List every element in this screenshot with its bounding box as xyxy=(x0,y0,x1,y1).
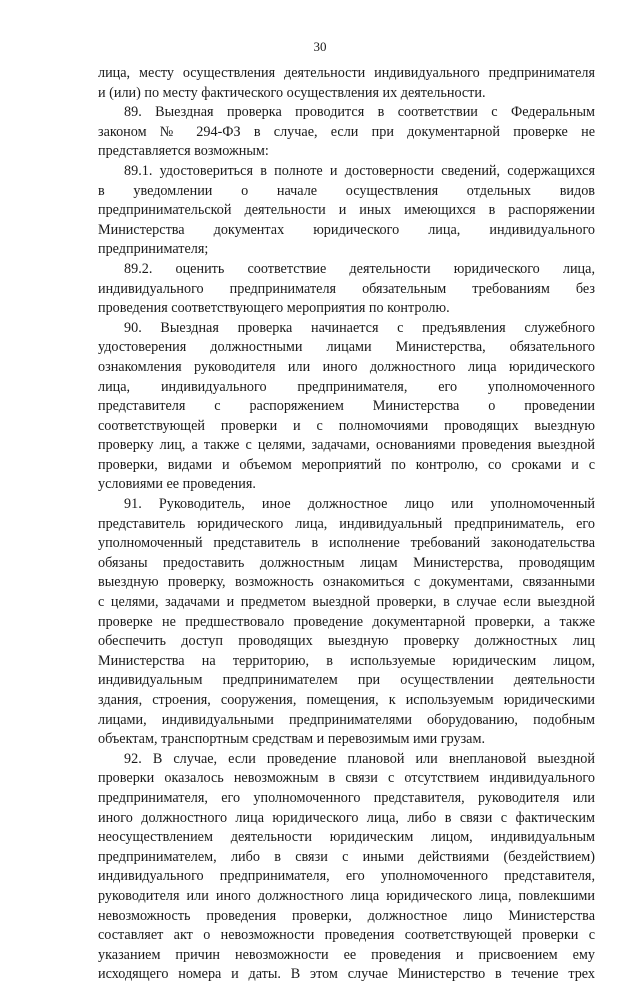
text-line: удостоверения должностными лицами Министерства, обязательного xyxy=(98,339,595,356)
text-line: проверки, видами и объемом мероприятий по контролю, со сроками и с xyxy=(98,456,595,473)
paragraph-first-line: 91. Руководитель, иное должностное лицо или уполномоченный xyxy=(124,496,595,513)
text-line: иного должностного лица юридического лица, либо в связи с фактическим xyxy=(98,809,595,826)
text-line: неосуществлением деятельности юридическим лицом, индивидуальным xyxy=(98,829,595,846)
paragraph-first-line: 92. В случае, если проведение плановой или внеплановой выездной xyxy=(124,750,595,767)
text-line: индивидуального предпринимателя обязательным требованиям без xyxy=(98,280,595,297)
text-line: обязаны предоставить должностным лицам Министерства, проводящим xyxy=(98,554,595,571)
body-text xyxy=(98,64,595,985)
text-line: руководителя или иного должностного лица юридического лица, повлекшими xyxy=(98,887,595,904)
text-line: с целями, задачами и предметом выездной проверки, в случае если выездной xyxy=(98,594,595,611)
text-line: представитель юридического лица, индивидуальный предприниматель, его xyxy=(98,515,595,532)
text-line: предпринимателя, его уполномоченного представителя, руководителя или xyxy=(98,789,595,806)
text-line: лицами, индивидуальными предпринимателями оборудованию, подобным xyxy=(98,711,595,728)
page-number: 30 xyxy=(313,39,327,54)
text-line: проверке не предшествовало проведение документарной проверки, а также xyxy=(98,613,595,630)
text-line: представителя с распоряжением Министерства о проведении xyxy=(98,398,595,415)
paragraph-first-line: 89.1. удостовериться в полноте и достоверности сведений, содержащихся xyxy=(124,162,595,179)
text-line: проведения соответствующего мероприятия по контролю. xyxy=(98,300,450,317)
text-line: в уведомлении о начале осуществления отдельных видов xyxy=(98,182,595,199)
text-line: проверку лиц, а также с целями, задачами, основаниями проведения выездной xyxy=(98,437,595,454)
text-line: условиями ее проведения. xyxy=(98,476,256,493)
text-line: предпринимателем, либо в связи с иными действиями (бездействием) xyxy=(98,848,595,865)
text-line: объектам, транспортным средствам и перевозимым ими грузам. xyxy=(98,731,485,748)
text-line: индивидуального предпринимателя, его уполномоченного представителя, xyxy=(98,868,595,885)
text-line: указанием причин невозможности ее проведения и присвоением ему xyxy=(98,946,595,963)
text-line: законом № 294-ФЗ в случае, если при документарной проверке не xyxy=(98,123,595,140)
text-line: предпринимательской деятельности и иных имеющихся в распоряжении xyxy=(98,202,595,219)
text-line: составляет акт о невозможности проведения соответствующей проверки с xyxy=(98,927,595,944)
text-line: невозможность проведения проверки, должностное лицо Министерства xyxy=(98,907,595,924)
text-line: исходящего номера и даты. В этом случае Министерство в течение трех xyxy=(98,966,595,983)
text-line: представляется возможным: xyxy=(98,143,269,160)
text-line: и (или) по месту фактического осуществления их деятельности. xyxy=(98,84,486,101)
text-line: лица, индивидуального предпринимателя, его уполномоченного xyxy=(98,378,595,395)
text-line: лица, месту осуществления деятельности индивидуального предпринимателя xyxy=(98,65,595,81)
text-line: уполномоченный представитель в исполнение требований законодательства xyxy=(98,535,595,552)
text-line: ознакомления руководителя или иного должностного лица юридического xyxy=(98,358,595,375)
text-line: Министерства документах юридического лица, индивидуального xyxy=(98,221,595,238)
text-line: Министерства на территорию, в используемые юридическим лицом, xyxy=(98,652,595,669)
text-line: здания, строения, сооружения, помещения, к используемым юридическими xyxy=(98,692,595,708)
paragraph-first-line: 89.2. оценить соответствие деятельности юридического лица, xyxy=(124,260,595,277)
text-line: индивидуальным предпринимателем при осуществлении деятельности xyxy=(98,672,595,689)
paragraph-first-line: 89. Выездная проверка проводится в соответствии с Федеральным xyxy=(124,104,595,121)
text-line: предпринимателя; xyxy=(98,241,209,258)
text-line: соответствующей проверки и с полномочиями проводящих выездную xyxy=(98,417,595,434)
paragraph-first-line: 90. Выездная проверка начинается с предъявления служебного xyxy=(124,319,595,336)
text-line: проверки оказалось невозможным в связи с отсутствием индивидуального xyxy=(98,770,595,787)
text-line: обеспечить доступ проводящих выездную проверку должностных лиц xyxy=(98,633,595,650)
text-line: выездную проверку, возможность ознакомиться с документами, связанными xyxy=(98,574,595,591)
